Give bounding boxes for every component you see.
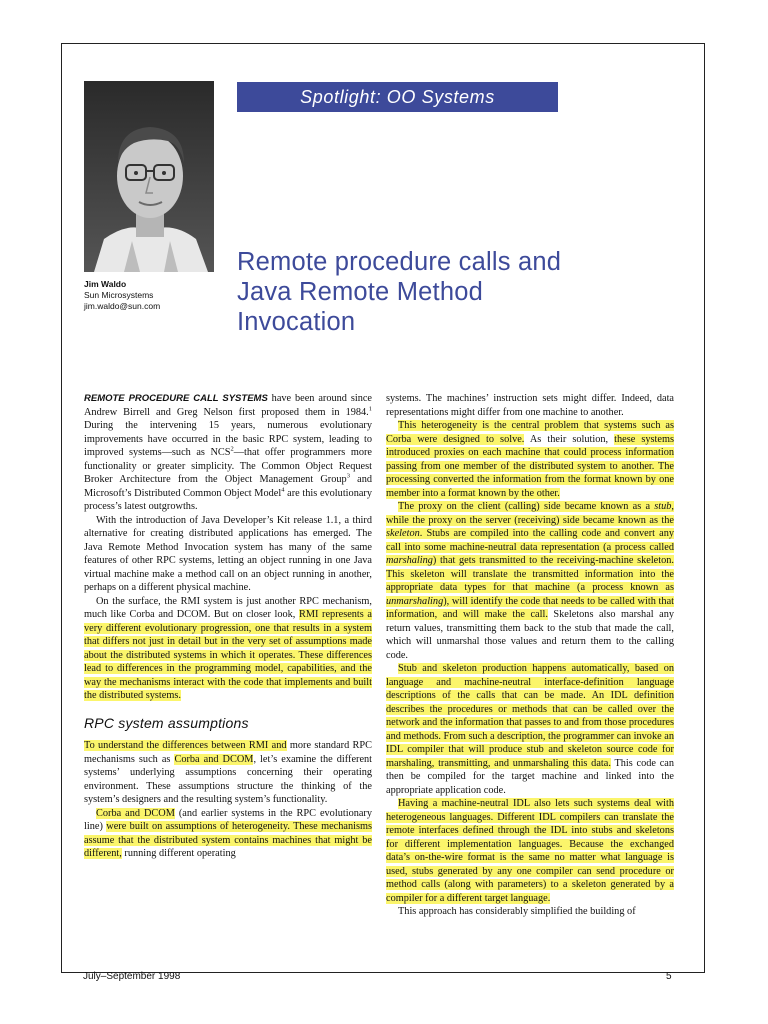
paragraph-central-problem	[386, 419, 674, 500]
text-run: Skeletons also marshal any return values, transmitting them back to the stub that made the call, which will unmarshal those values and return them to the calling code.	[386, 609, 675, 661]
paragraph-approach: This approach has considerably simplified the building of	[398, 906, 636, 917]
text-run: —that offer programmers more functionality or greater simplicity. The Common Object Request Broker Architecture from the Object Management Group	[84, 447, 372, 485]
paragraph-continued: systems. The machines’ instruction sets might differ. Indeed, data representations might differ from one machine to another.	[386, 393, 674, 418]
title-line-1: Remote procedure calls and	[237, 248, 562, 276]
paragraph-heterogeneity	[84, 807, 372, 861]
title-line-2: Java Remote Method	[237, 278, 483, 306]
right-column	[386, 392, 674, 919]
text-run: The proxy on the client (calling) side became known as a	[398, 501, 655, 512]
text-run: (and earlier systems in the RPC evolutionary line)	[84, 807, 373, 832]
paragraph-stubs	[386, 500, 674, 662]
text-run: ) that gets transmitted to the receiving-machine skeleton. This skeleton will translate the transmitted information into the appropriate data types for that machine (a process known as	[386, 555, 674, 593]
highlight: Having a machine-neutral IDL also lets such systems deal with heterogeneous languages. Different IDL compilers can translate the remote interfaces defined through the IDL into stubs and skeletons for different implementation languages. Because the exchanged data’s on-the-wire format is the same no matter what language is used, stubs generated by any one compiler can send procedure or method calls (along with parameters) to a skeleton generated by a compiler for a different target language.	[386, 798, 674, 904]
reference-mark: 2	[230, 445, 234, 453]
section-heading: RPC system assumptions	[84, 714, 249, 731]
highlight: RMI represents a very different evolutionary progression, one that results in a system that differs not just in detail but in the very set of assumptions made about the distributed systems in which it operates. These differences lead to differences in the programming model, capabilities, and the way the mechanisms interact with the code that implements and built the distributed systems.	[84, 609, 372, 701]
footer-date: July–September 1998	[83, 971, 181, 982]
text-run: During the intervening 15 years, numerous evolutionary improvements have occurred in the basic RPC system, leading to improved systems—such as NCS	[84, 420, 372, 458]
article-page	[61, 43, 705, 973]
highlight: Stub and skeleton production happens automatically, based on language and machine-neutral interface-definition language descriptions of the calls that can be made. An IDL definition describes the procedures or methods that can be called over the network and the information that passes to and from those procedures and methods. From such a description, the programmer can invoke an IDL compiler that will produce stub and skeleton source code for marshaling, transmitting, and unmarshaling this data.	[386, 663, 674, 769]
author-email: jim.waldo@sun.com	[84, 301, 161, 311]
author-name: Jim Waldo	[84, 279, 127, 289]
author-block	[84, 279, 160, 312]
text-run: have been around since Andrew Birrell and Greg Nelson first proposed them in 1984.	[84, 393, 372, 418]
term: marshaling	[386, 555, 433, 566]
text-run: are this evolutionary process’s latest outgrowths.	[84, 487, 372, 512]
text-run: This code can then be compiled for the target machine and linked into the appropriate application code.	[386, 757, 674, 796]
paragraph-surface	[84, 595, 372, 703]
text-run: running different operating	[121, 848, 236, 859]
reference-mark: 4	[281, 486, 285, 494]
author-affiliation: Sun Microsystems	[84, 290, 154, 300]
text-run: On the surface, the RMI system is just another RPC mechanism, much like Corba and DCOM. But on closer look,	[84, 595, 372, 620]
highlight: Corba and DCOM	[96, 807, 175, 819]
text-run: , while the proxy on the server (receiving) side became known as the	[386, 501, 674, 526]
text-run: and Microsoft’s Distributed Common Object Model	[84, 474, 372, 499]
paragraph-intro	[84, 392, 372, 514]
highlight: This heterogeneity is the central problem that systems such as Corba were designed to solve.	[386, 420, 674, 445]
term: skeleton	[386, 528, 420, 539]
text-run: . Stubs are compiled into the calling code and convert any call into some machine-neutral data representation (a process called	[386, 528, 674, 553]
spotlight-banner: Spotlight: OO Systems	[237, 82, 558, 112]
term: unmarshaling	[386, 595, 444, 607]
highlight: Corba and DCOM	[174, 753, 254, 765]
term: stub	[654, 501, 672, 512]
highlight	[386, 501, 674, 620]
paragraph-jdk: With the introduction of Java Developer’s Kit release 1.1, a third alternative for creating distributed applications has emerged. The Java Remote Method Invocation system has many of the same features of other RPC systems, letting an object running in one Java virtual machine make a method call on an object running in another, perhaps on a different physical machine.	[84, 514, 372, 593]
article-title	[237, 247, 677, 337]
portrait-image	[84, 81, 214, 272]
text-run: As their solution,	[524, 433, 615, 445]
paragraph-understand	[84, 739, 372, 807]
text-run: , let’s examine the different systems’ underlying assumptions concerning their operating environment. These assumptions structure the thinking of the system’s designers and the resulting system’s functionality.	[84, 753, 373, 805]
left-column	[84, 392, 372, 861]
paragraph-idl	[386, 662, 674, 797]
reference-mark: 1	[368, 405, 372, 413]
text-run: ), will identify the code that needs to be called with that information, and will make the call.	[386, 595, 674, 620]
page-number: 5	[666, 971, 672, 982]
highlight: were built on assumptions of heterogeneity. These mechanisms assume that the distributed system contains machines that might be different,	[84, 821, 373, 859]
paragraph-languages	[386, 797, 674, 905]
text-run: more standard RPC mechanisms such as	[84, 740, 372, 765]
author-photo	[84, 81, 214, 272]
title-line-3: Invocation	[237, 308, 356, 336]
highlight: To understand the differences between RMI and	[84, 740, 287, 751]
reference-mark: 3	[346, 472, 350, 480]
highlight: these systems introduced proxies on each machine that could process information passing from one member of the distributed system to another. The processing converted the information from the format known by one member into a format known by the other.	[386, 433, 674, 499]
lead-in: REMOTE PROCEDURE CALL SYSTEMS	[84, 393, 268, 404]
